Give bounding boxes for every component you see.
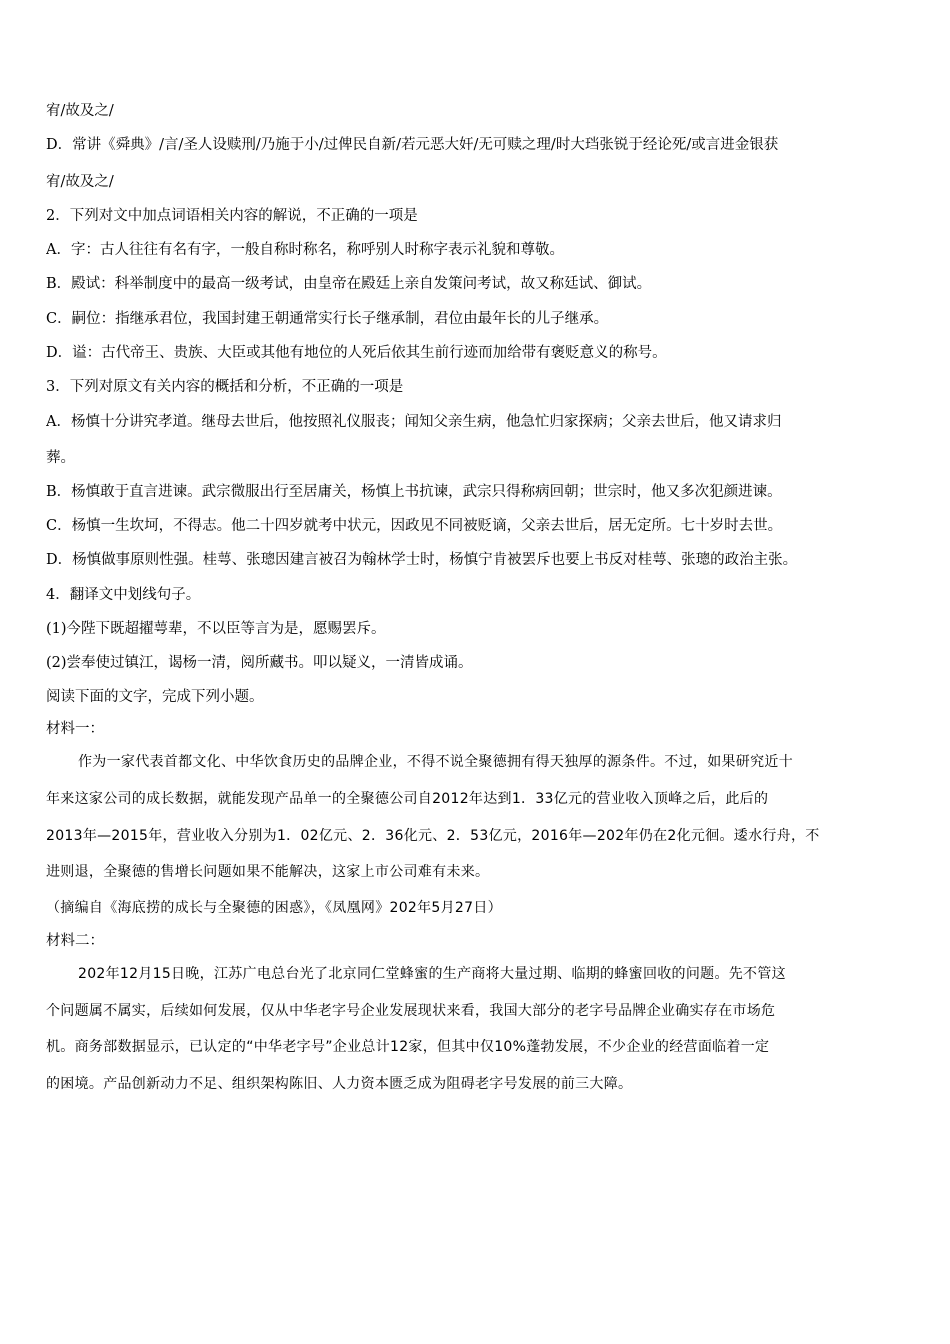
reading-instruction: 阅读下面的文字，完成下列小题。 xyxy=(46,689,264,705)
q4-sentence-1: (1)今陛下既超擢萼辈，不以臣等言为是，愿赐罢斥。 xyxy=(46,621,386,637)
material-1-source: （摘编自《海底捞的成长与全聚德的困惑》，《凤凰网》202年5月27日） xyxy=(46,900,502,916)
material-2-para-line-3: 机。商务部数据显示，已认定的“中华老字号”企业总计12家，但其中仅10%蓬勃发展，不少企业的经营面临着一定 xyxy=(46,1039,770,1055)
q3-option-b: B．杨慎敢于直言进谏。武宗微服出行至居庸关，杨慎上书抗谏，武宗只得称病回朝；世宗时，他又多次犯颜进谏。 xyxy=(46,484,782,500)
material-2-para-line-2: 个问题属不属实，后续如何发展，仅从中华老字号企业发展现状来看，我国大部分的老字号品牌企业确实存在市场危 xyxy=(46,1003,776,1019)
q2-option-a: A．字：古人往往有名有字，一般自称时称名，称呼别人时称字表示礼貌和尊敬。 xyxy=(46,242,564,258)
question-4-stem: 4．翻译文中划线句子。 xyxy=(46,587,201,603)
q4-sentence-2: (2)尝奉使过镇江，谒杨一清，阅所藏书。叩以疑义，一清皆成诵。 xyxy=(46,655,473,671)
line-2: D．常讲《舜典》/言/圣人设赎刑/乃施于小/过俾民自新/若元恶大奸/无可赎之理/时大珰张锐于经论死/或言进金银获 xyxy=(46,137,779,153)
material-2-heading: 材料二： xyxy=(46,933,104,949)
material-1-heading: 材料一： xyxy=(46,721,104,737)
question-2-stem: 2．下列对文中加点词语相关内容的解说，不正确的一项是 xyxy=(46,208,418,224)
material-1-para-line-4: 进则退，全聚德的售增长问题如果不能解决，这家上市公司难有未来。 xyxy=(46,864,490,880)
q3-option-c: C．杨慎一生坎坷，不得志。他二十四岁就考中状元，因政见不同被贬谪，父亲去世后，居无定所。七十岁时去世。 xyxy=(46,518,783,534)
line-3: 宥/故及之/ xyxy=(46,174,114,190)
line-1: 宥/故及之/ xyxy=(46,103,114,119)
material-1-para-line-1: 作为一家代表首都文化、中华饮食历史的品牌企业，不得不说全聚德拥有得天独厚的源条件。不过，如果研究近十 xyxy=(78,754,793,770)
q2-option-b: B．殿试：科举制度中的最高一级考试，由皇帝在殿廷上亲自发策问考试，故又称廷试、御试。 xyxy=(46,276,652,292)
material-2-para-line-1: 202年12月15日晚，江苏广电总台光了北京同仁堂蜂蜜的生产商将大量过期、临期的蜂蜜回收的问题。先不管这 xyxy=(78,966,786,982)
material-1-para-line-3: 2013年—2015年，营业收入分别为1．02亿元、2．36化元、2．53亿元，2016年—202年仍在2化元徊。逶水行舟，不 xyxy=(46,828,820,844)
q2-option-c: C．嗣位：指继承君位，我国封建王朝通常实行长子继承制，君位由最年长的儿子继承。 xyxy=(46,311,609,327)
q2-option-d: D．谥：古代帝王、贵族、大臣或其他有地位的人死后依其生前行迹而加给带有褒贬意义的称号。 xyxy=(46,345,667,361)
q3-option-a: A．杨慎十分讲究孝道。继母去世后，他按照礼仪服丧；闻知父亲生病，他急忙归家探病；父亲去世后，他又请求归 xyxy=(46,414,782,430)
q3-option-a-cont: 葬。 xyxy=(46,450,75,466)
material-1-para-line-2: 年来这家公司的成长数据，就能发现产品单一的全聚德公司自2012年达到1．33亿元的营业收入顶峰之后，此后的 xyxy=(46,791,769,807)
q3-option-d: D．杨慎做事原则性强。桂萼、张璁因建言被召为翰林学士时，杨慎宁肯被罢斥也要上书反对桂萼、张璁的政治主张。 xyxy=(46,552,798,568)
question-3-stem: 3．下列对原文有关内容的概括和分析，不正确的一项是 xyxy=(46,379,404,395)
material-2-para-line-4: 的困境。产品创新动力不足、组织架构陈旧、人力资本匮乏成为阻碍老字号发展的前三大障。 xyxy=(46,1076,633,1092)
